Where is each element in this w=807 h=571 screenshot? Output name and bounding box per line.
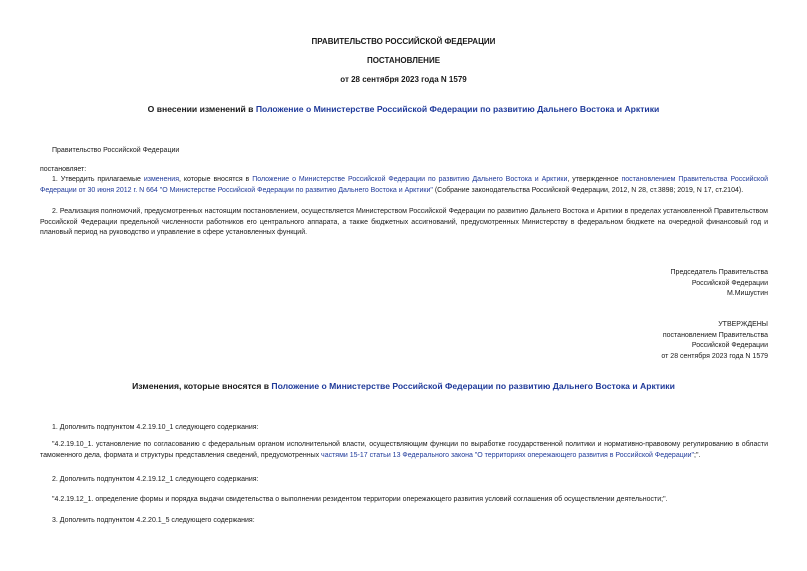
item-1: 1. Дополнить подпунктом 4.2.19.10_1 следующего содержания: bbox=[52, 424, 259, 431]
paragraph-1: 1. Утвердить прилагаемые изменения, которые вносятся в Положение о Министерстве Российской Федерации по развитию Дальнего Востока и Арктики, утвержденное постановлением Правительства Российской Федерации от 30 июня 2012 г. N 664 "О Министерстве Российской Федерации по развитию Дальнего Востока и Арктики" (Собрание законодательства Российской Федерации, 2012, N 28, ст.3898; 2019, N 17, ст.2104). bbox=[40, 176, 769, 194]
regulation-link[interactable]: Положение о Министерстве Российской Федерации по развитию Дальнего Востока и Арктики bbox=[252, 176, 568, 183]
approved-label: УТВЕРЖДЕНЫ bbox=[718, 321, 768, 328]
intro-decrees: постановляет: bbox=[40, 166, 87, 173]
law-articles-link[interactable]: частями 15-17 статьи 13 Федерального закона "О территориях опережающего развития в Российской Федерации" bbox=[321, 451, 695, 459]
resolution-664-link[interactable]: постановлением Правительства Российской Федерации от 30 июня 2012 г. N 664 "О Министерстве Российской Федерации по развитию Дальнего Востока и Арктики" bbox=[40, 176, 769, 194]
item-3: 3. Дополнить подпунктом 4.2.20.1_5 следующего содержания: bbox=[52, 517, 255, 524]
government-header: ПРАВИТЕЛЬСТВО РОССИЙСКОЙ ФЕДЕРАЦИИ bbox=[311, 37, 496, 46]
approved-date: от 28 сентября 2023 года N 1579 bbox=[661, 352, 768, 360]
approval-block bbox=[560, 320, 768, 362]
title-prefix: О внесении изменений в bbox=[147, 104, 256, 114]
signature-block bbox=[560, 268, 768, 300]
changes-title-link[interactable]: Положение о Министерстве Российской Федерации по развитию Дальнего Востока и Арктики bbox=[271, 381, 675, 391]
quote-1: "4.2.19.10_1. установление по согласованию с федеральным органом исполнительной власти, осуществляющим функции по выработке государственной политики и нормативно-правовому регулированию в области таможенного дела, формата и структуры представления сведений, предусмотренных частями 15-17 статьи 13 Федерального закона "О территориях опережающего развития в Российской Федерации";". bbox=[40, 441, 768, 459]
intro-government: Правительство Российской Федерации bbox=[52, 147, 180, 154]
approved-country: Российской Федерации bbox=[691, 342, 768, 349]
changes-title bbox=[0, 381, 807, 392]
approved-by: постановлением Правительства bbox=[662, 331, 768, 339]
document-date-number: от 28 сентября 2023 года N 1579 bbox=[340, 75, 467, 84]
changes-link[interactable]: изменения bbox=[143, 176, 179, 183]
item-2: 2. Дополнить подпунктом 4.2.19.12_1 следующего содержания: bbox=[52, 476, 259, 483]
quote-2: "4.2.19.12_1. определение формы и порядка выдачи свидетельства о выполнении резидентом территории опережающего развития условий соглашения об осуществлении деятельности;". bbox=[52, 496, 668, 503]
document-title bbox=[0, 104, 807, 115]
changes-title-prefix: Изменения, которые вносятся в bbox=[132, 381, 272, 391]
document-type: ПОСТАНОВЛЕНИЕ bbox=[366, 56, 441, 65]
signature-country: Российской Федерации bbox=[691, 279, 768, 287]
signature-name: М.Мишустин bbox=[726, 290, 768, 297]
signature-title: Председатель Правительства bbox=[670, 269, 768, 276]
title-regulation-link[interactable]: Положение о Министерстве Российской Федерации по развитию Дальнего Востока и Арктики bbox=[255, 104, 660, 114]
paragraph-2: 2. Реализация полномочий, предусмотренных настоящим постановлением, осуществляется Министерством Российской Федерации по развитию Дальнего Востока и Арктики в пределах установленной Правительством Российской Федерации предельной численности работников его центрального аппарата, а также бюджетных ассигнований, предусмотренных Министерству в федеральном бюджете на очередной финансовый год и плановый период на руководство и управление в сфере установленных функций. bbox=[40, 208, 768, 236]
